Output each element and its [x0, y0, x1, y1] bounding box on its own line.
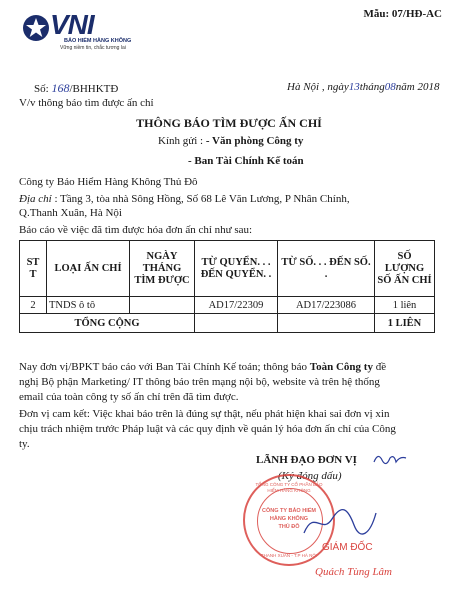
cell-stt: 2 [20, 297, 47, 314]
document-title: THÔNG BÁO TÌM ĐƯỢC ẤN CHỈ [136, 116, 322, 130]
date-month: 08 [384, 81, 396, 93]
recipient-block [158, 135, 303, 147]
recipient-label: Kính gửi : [158, 135, 204, 147]
stamp-inner-line-1: CÔNG TY BẢO HIỂM [262, 508, 316, 514]
cell-from-book: AD17/22309 [195, 297, 278, 314]
handwritten-initial [372, 450, 412, 473]
date-month-label: tháng [359, 81, 385, 93]
date-year: năm 2018 [395, 81, 440, 93]
sign-title: LÃNH ĐẠO ĐƠN VỊ [256, 454, 357, 466]
stamp-outer-text: TỔNG CÔNG TY CỔ PHẦN BẢO HIỂM HÀNG KHÔNG [255, 482, 323, 493]
logo-slogan: Vững niềm tin, chắc tương lai [60, 45, 126, 51]
doc-number-label: Số: [34, 83, 49, 95]
place-date-prefix: Hà Nội , ngày [287, 81, 349, 93]
cell-date [130, 297, 195, 314]
paragraph-2-line-2: chịu trách nhiệm trước Pháp luật và các quy định về quản lý hóa đơn ấn chỉ của Công [19, 423, 396, 435]
header-from-book: TỪ QUYỂN. . . ĐẾN QUYỂN. . [195, 241, 278, 297]
stamp-inner-line-3: THỦ ĐÔ [278, 524, 300, 530]
total-empty-1 [195, 314, 278, 333]
total-empty-2 [278, 314, 375, 333]
recipient-2: - Ban Tài Chính Kế toán [188, 155, 304, 167]
report-table [19, 240, 435, 333]
doc-number [34, 81, 118, 96]
header-date: NGÀY THÁNG TÌM ĐƯỢC [130, 241, 195, 297]
doc-number-handwritten: 168 [51, 81, 70, 95]
address-text: : Tầng 3, tòa nhà Sông Hồng, Số 68 Lê Văn Lương, P Nhân Chính, [54, 193, 350, 205]
initial-scribble-icon [372, 450, 412, 468]
total-label: TỔNG CỘNG [20, 314, 195, 333]
header-qty: SỐ LƯỢNG SỐ ẤN CHỈ [375, 241, 435, 297]
cell-type: TNDS ô tô [47, 297, 130, 314]
signer-name: Quách Tùng Lâm [315, 566, 393, 578]
cell-from-no: AD17/223086 [278, 297, 375, 314]
form-code: Mẫu: 07/HĐ-AC [363, 8, 442, 20]
stamp-bottom-text: THANH XUÂN - T.P HÀ NỘI [260, 553, 318, 558]
header-from-no: TỪ SỐ. . . ĐẾN SỐ. . [278, 241, 375, 297]
logo-brand: VNI [50, 9, 94, 40]
para1-bold: Toàn Công ty [309, 361, 373, 373]
table-row [20, 297, 435, 314]
para1-text-a: Nay đơn vị/BPKT báo cáo với Ban Tài Chính Kế toán; thông báo [19, 361, 308, 373]
address-label: Địa chỉ [19, 193, 52, 205]
table-header-row [20, 241, 435, 297]
address-line-2: Q.Thanh Xuân, Hà Nội [19, 207, 122, 219]
paragraph-1-line-3: email của toàn công ty số ấn chỉ trên đã tìm được. [19, 391, 239, 403]
stamp-inner-line-2: HÀNG KHÔNG [269, 516, 309, 522]
subject-line: V/v thông báo tìm được ấn chỉ [19, 97, 154, 109]
paragraph-1-line-2: nghị Bộ phận Marketing/ IT thông báo trên mạng nội bộ, website và trên hệ thống [19, 376, 380, 388]
signer-title: GIÁM ĐỐC [322, 542, 373, 553]
paragraph-1-line-1 [19, 361, 386, 373]
company-name: Công ty Bảo Hiểm Hàng Không Thủ Đô [19, 176, 198, 188]
recipient-1: - Văn phòng Công ty [205, 135, 304, 147]
sign-note: (Ký đóng dấu) [278, 470, 342, 482]
logo-company-line: BẢO HIỂM HÀNG KHÔNG [64, 38, 132, 44]
paragraph-2-line-1: Đơn vị cam kết: Việc khai báo trên là đúng sự thật, nếu phát hiện khai sai đơn vị xin [19, 408, 390, 420]
cell-qty: 1 liên [375, 297, 435, 314]
header-stt: ST T [20, 241, 47, 297]
header-type: LOẠI ẤN CHỈ [47, 241, 130, 297]
paragraph-2-line-3: ty. [19, 438, 30, 450]
report-intro: Báo cáo về việc đã tìm được hóa đơn ấn chỉ như sau: [19, 224, 253, 236]
table-total-row [20, 314, 435, 333]
address-line-1 [19, 193, 350, 205]
star-logo-icon [22, 14, 50, 42]
signature-scribble-icon [300, 505, 380, 541]
place-date [287, 81, 440, 93]
total-value: 1 LIÊN [375, 314, 435, 333]
doc-number-suffix: /BHHKTĐ [69, 83, 119, 95]
date-day: 13 [348, 81, 360, 93]
para1-text-b: đề [375, 361, 387, 373]
